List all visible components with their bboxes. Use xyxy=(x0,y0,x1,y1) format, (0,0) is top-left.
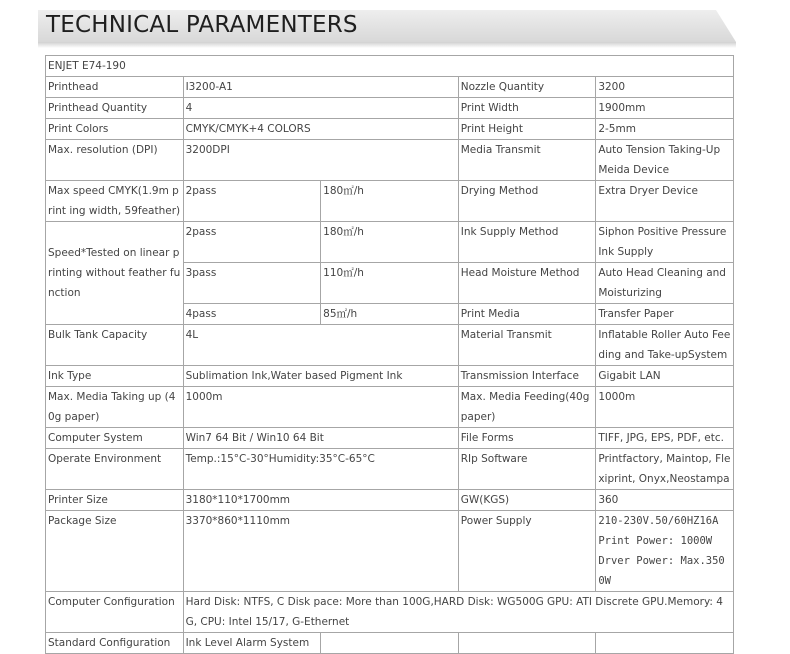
param-label: Max. Media Taking up (40g paper) xyxy=(46,387,184,428)
param-label: Max. Media Feeding(40g paper) xyxy=(458,387,596,428)
param-label: Bulk Tank Capacity xyxy=(46,325,184,366)
speed-value: 110㎡/h xyxy=(321,263,459,304)
param-label: Printer Size xyxy=(46,490,184,511)
param-label: Computer System xyxy=(46,428,184,449)
power-line: Print Power: 1000W xyxy=(598,535,713,547)
table-row xyxy=(46,77,734,98)
param-value: Inflatable Roller Auto Feeding and Take-upSystem xyxy=(596,325,734,366)
param-value: 360 xyxy=(596,490,734,511)
param-label: Printhead xyxy=(46,77,184,98)
pass-value: 2pass xyxy=(183,222,321,263)
param-label: Package Size xyxy=(46,511,184,592)
power-supply-values xyxy=(596,511,734,592)
table-row xyxy=(46,325,734,366)
param-label: Standard Configuration xyxy=(46,633,184,654)
empty-cell xyxy=(458,633,596,654)
table-row xyxy=(46,56,734,77)
param-label: Computer Configuration xyxy=(46,592,184,633)
table-row xyxy=(46,222,734,263)
param-value: Hard Disk: NTFS, C Disk pace: More than 100G,HARD Disk: WG500G GPU: ATI Discrete GPU.Memory: 4G, CPU: Intel 15/17, G-Ethernet xyxy=(183,592,733,633)
param-value: Siphon Positive Pressure Ink Supply xyxy=(596,222,734,263)
param-label: Media Transmit xyxy=(458,140,596,181)
param-value: Sublimation Ink,Water based Pigment Ink xyxy=(183,366,458,387)
param-label: Nozzle Quantity xyxy=(458,77,596,98)
section-title: TECHNICAL PARAMENTERS xyxy=(46,12,358,38)
param-label: Max speed CMYK(1.9m print ing width, 59feather) xyxy=(46,181,184,222)
table-row xyxy=(46,387,734,428)
param-value: Win7 64 Bit / Win10 64 Bit xyxy=(183,428,458,449)
param-value: 3200 xyxy=(596,77,734,98)
param-value: Extra Dryer Device xyxy=(596,181,734,222)
param-value: 3370*860*1110mm xyxy=(183,511,458,592)
empty-cell xyxy=(596,633,734,654)
table-row xyxy=(46,366,734,387)
table-row xyxy=(46,119,734,140)
speed-value: 180㎡/h xyxy=(321,222,459,263)
pass-value: 2pass xyxy=(183,181,321,222)
table-row xyxy=(46,592,734,633)
table-row xyxy=(46,490,734,511)
param-value: 1000m xyxy=(596,387,734,428)
param-label: Print Height xyxy=(458,119,596,140)
table-row xyxy=(46,428,734,449)
table-row xyxy=(46,633,734,654)
param-label: Print Width xyxy=(458,98,596,119)
section-banner xyxy=(38,10,736,42)
param-value: Gigabit LAN xyxy=(596,366,734,387)
param-label: Operate Environment xyxy=(46,449,184,490)
param-label: Ink Supply Method xyxy=(458,222,596,263)
banner-shadow xyxy=(38,42,736,48)
param-label: Power Supply xyxy=(458,511,596,592)
param-label: Print Colors xyxy=(46,119,184,140)
param-label: RIp Software xyxy=(458,449,596,490)
banner-corner-cut xyxy=(716,10,736,42)
param-label: GW(KGS) xyxy=(458,490,596,511)
param-label: Head Moisture Method xyxy=(458,263,596,304)
table-row xyxy=(46,181,734,222)
param-value: 4 xyxy=(183,98,458,119)
param-value: TIFF, JPG, EPS, PDF, etc. xyxy=(596,428,734,449)
param-value: CMYK/CMYK+4 COLORS xyxy=(183,119,458,140)
param-value: I3200-A1 xyxy=(183,77,458,98)
pass-value: 3pass xyxy=(183,263,321,304)
param-label: Print Media xyxy=(458,304,596,325)
model-name: ENJET E74-190 xyxy=(46,56,734,77)
empty-cell xyxy=(321,633,459,654)
param-value: 2-5mm xyxy=(596,119,734,140)
power-line: Drver Power: Max.3500W xyxy=(598,555,725,587)
param-value: Auto Tension Taking-Up Meida Device xyxy=(596,140,734,181)
spec-table xyxy=(45,55,734,654)
speed-value: 180㎡/h xyxy=(321,181,459,222)
param-value: 1000m xyxy=(183,387,458,428)
table-row xyxy=(46,98,734,119)
param-label: Transmission Interface xyxy=(458,366,596,387)
param-value: Auto Head Cleaning and Moisturizing xyxy=(596,263,734,304)
param-value: Printfactory, Maintop, Flexiprint, Onyx,Neostampa xyxy=(596,449,734,490)
param-label: Speed*Tested on linear printing without feather function xyxy=(46,222,184,325)
param-value: 3180*110*1700mm xyxy=(183,490,458,511)
table-row xyxy=(46,449,734,490)
param-label: Printhead Quantity xyxy=(46,98,184,119)
param-value: Transfer Paper xyxy=(596,304,734,325)
param-value: 1900mm xyxy=(596,98,734,119)
param-label: Ink Type xyxy=(46,366,184,387)
param-value: Ink Level Alarm System xyxy=(183,633,321,654)
param-label: File Forms xyxy=(458,428,596,449)
param-label: Material Transmit xyxy=(458,325,596,366)
table-row xyxy=(46,511,734,592)
param-value: Temp.:15°C-30°Humidity:35°C-65°C xyxy=(183,449,458,490)
table-row xyxy=(46,140,734,181)
pass-value: 4pass xyxy=(183,304,321,325)
power-line: 210-230V.50/60HZ16A xyxy=(598,515,719,527)
param-value: 3200DPI xyxy=(183,140,458,181)
param-label: Max. resolution (DPI) xyxy=(46,140,184,181)
param-label: Drying Method xyxy=(458,181,596,222)
speed-value: 85㎡/h xyxy=(321,304,459,325)
param-value: 4L xyxy=(183,325,458,366)
